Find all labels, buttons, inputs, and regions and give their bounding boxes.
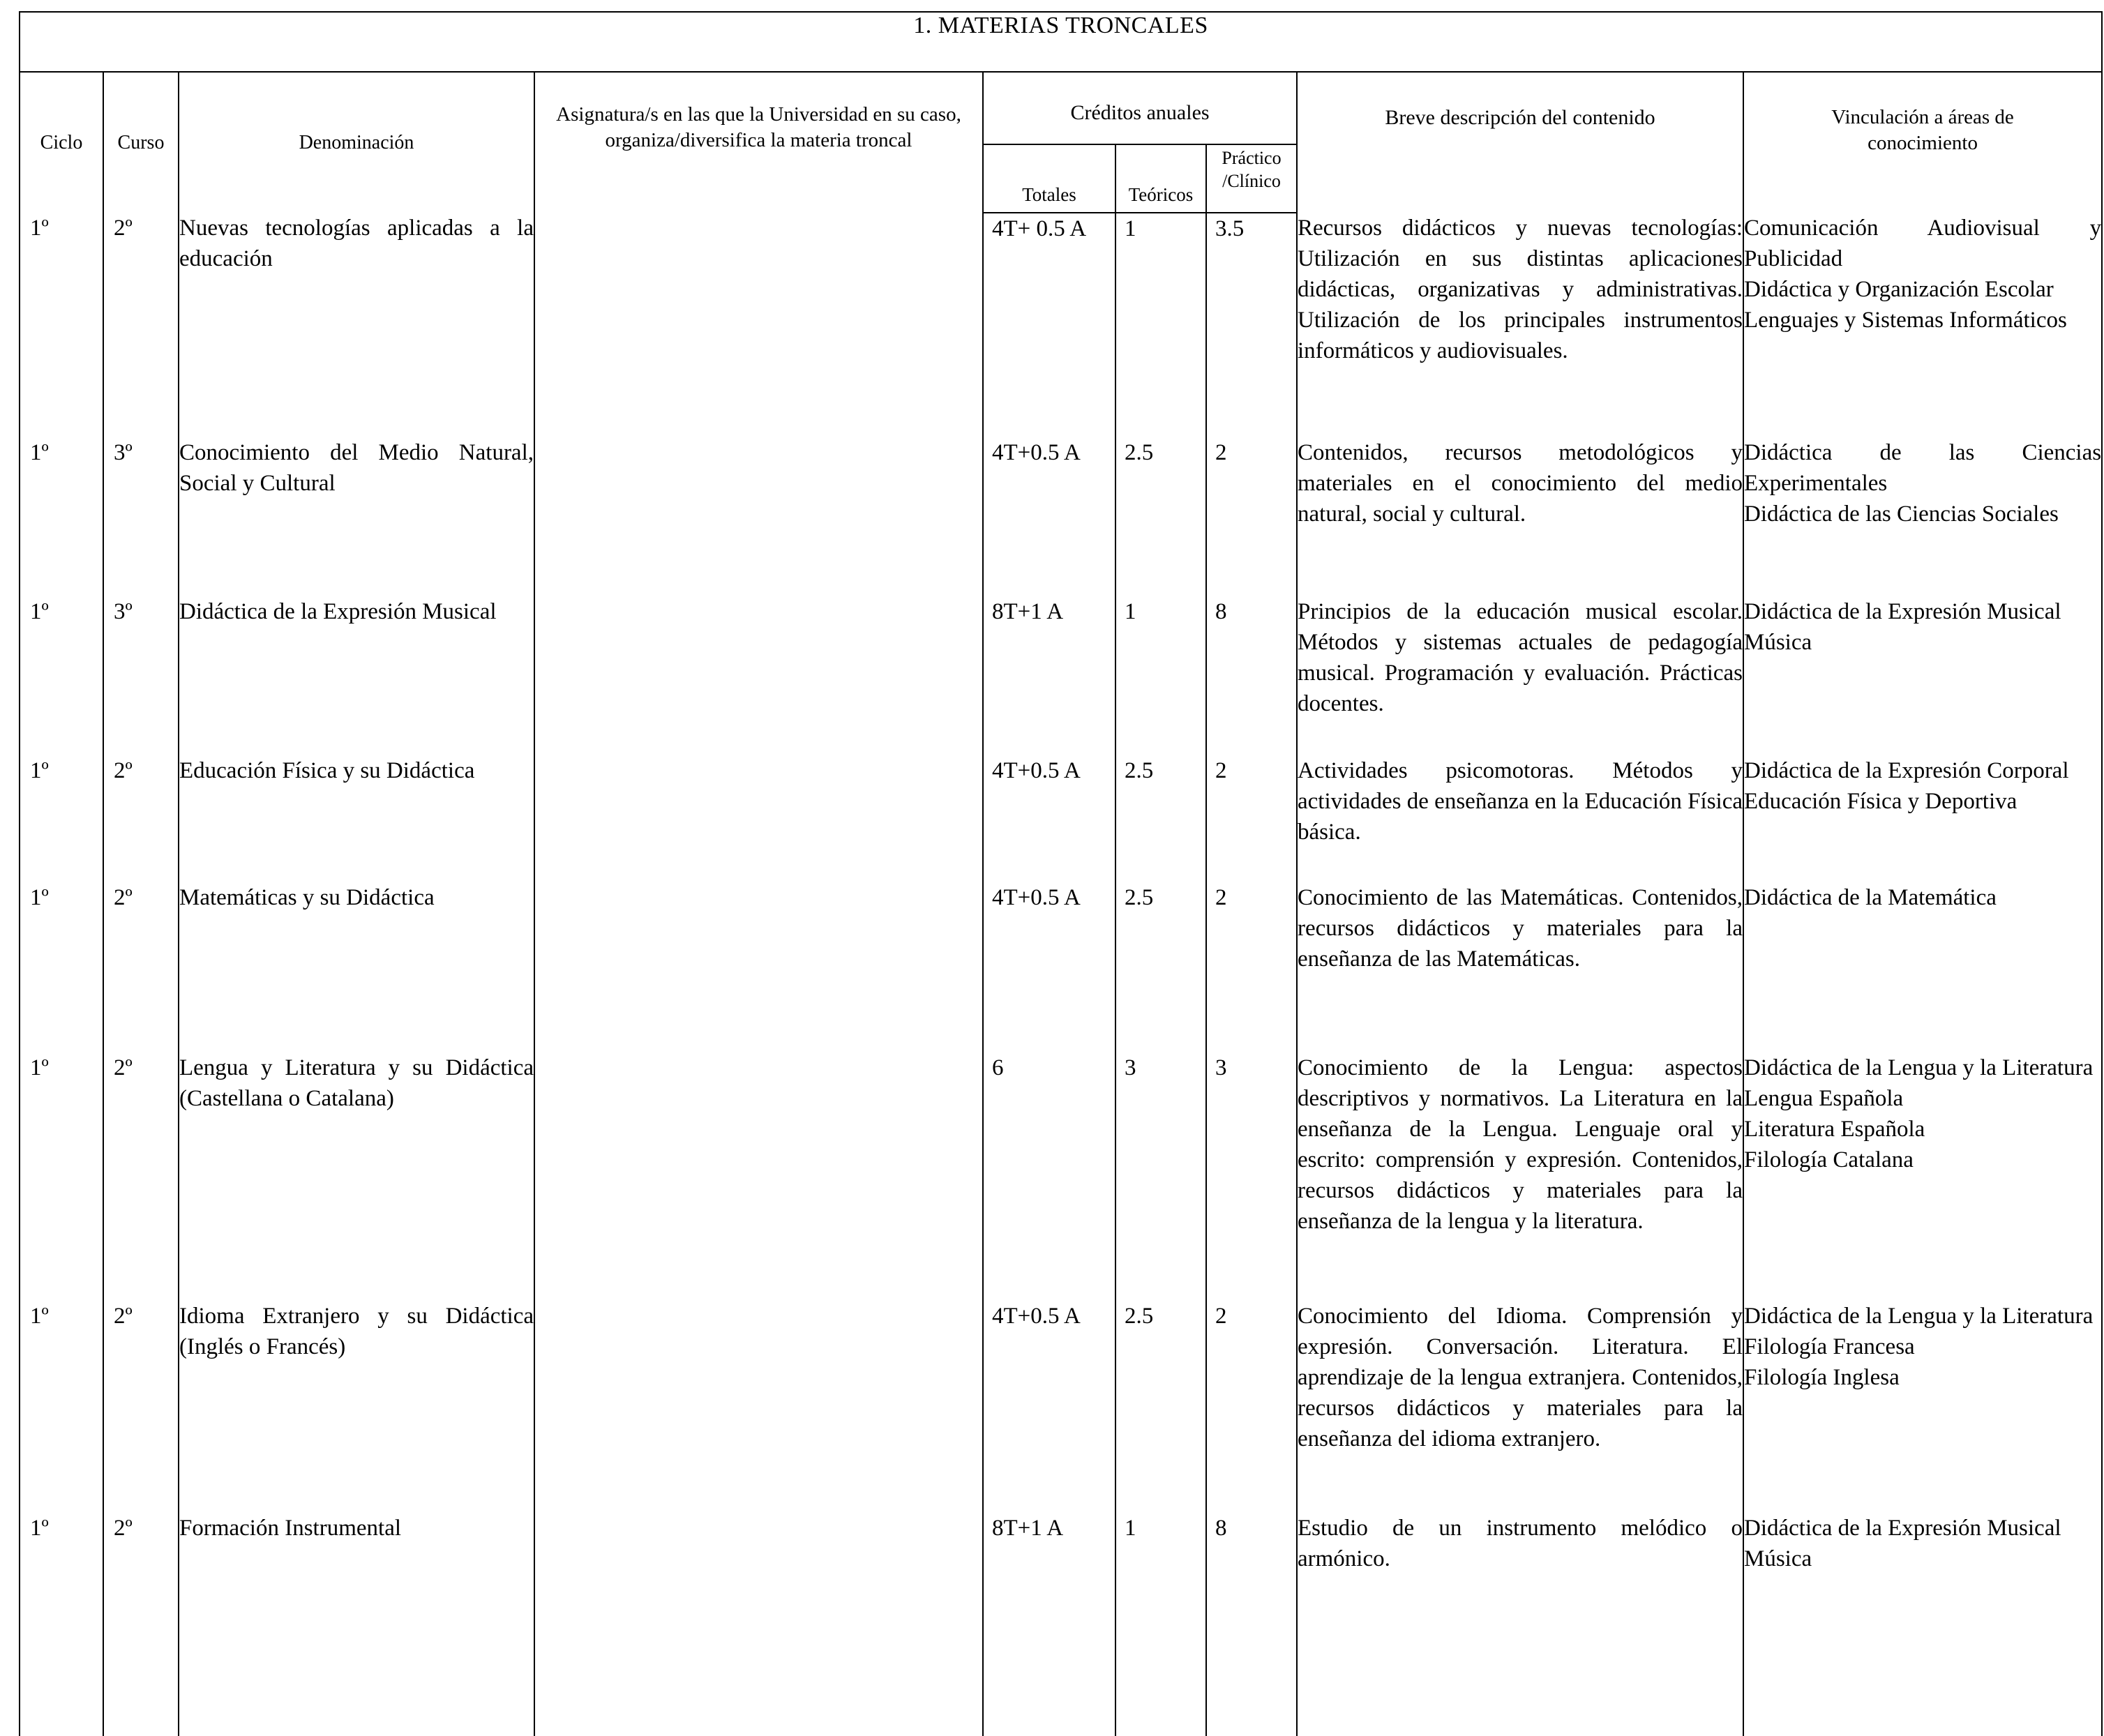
area-item: Didáctica y Organización Escolar bbox=[1744, 277, 2054, 302]
practicos-cell: 8 bbox=[1206, 596, 1297, 755]
vinculacion-cell bbox=[1743, 1513, 2102, 1715]
practicos-cell: 3 bbox=[1206, 1052, 1297, 1301]
practicos-cell: 2 bbox=[1206, 437, 1297, 596]
ciclo-cell: 1º bbox=[20, 437, 103, 596]
vinculacion-cell bbox=[1743, 596, 2102, 755]
teoricos-cell: 2.5 bbox=[1115, 437, 1206, 596]
tail-cell bbox=[103, 1715, 179, 1736]
asignatura-cell bbox=[534, 213, 983, 437]
curso-cell: 2º bbox=[103, 1052, 179, 1301]
header-totales: Totales bbox=[983, 144, 1115, 213]
totales-cell: 6 bbox=[983, 1052, 1115, 1301]
practicos-cell: 8 bbox=[1206, 1513, 1297, 1715]
vinculacion-cell bbox=[1743, 437, 2102, 596]
header-ciclo: Ciclo bbox=[20, 72, 103, 213]
table-title: 1. MATERIAS TRONCALES bbox=[20, 12, 2102, 72]
area-item: Didáctica de la Lengua y la Literatura bbox=[1744, 1055, 2094, 1080]
materias-troncales-document bbox=[19, 11, 2101, 1608]
descripcion-cell: Estudio de un instrumento melódico o armónico. bbox=[1297, 1513, 1743, 1715]
denominacion-cell: Lengua y Literatura y su Didáctica (Castellana o Catalana) bbox=[179, 1052, 534, 1301]
ciclo-cell: 1º bbox=[20, 213, 103, 437]
vinculacion-cell bbox=[1743, 1052, 2102, 1301]
area-item: Lenguajes y Sistemas Informáticos bbox=[1744, 308, 2067, 333]
area-item: Música bbox=[1744, 630, 1812, 655]
denominacion-cell: Formación Instrumental bbox=[179, 1513, 534, 1715]
table-row bbox=[20, 437, 2102, 596]
asignatura-cell bbox=[534, 437, 983, 596]
header-vinculacion: Vinculación a áreas de conocimiento bbox=[1743, 72, 2102, 213]
asignatura-cell bbox=[534, 1052, 983, 1301]
area-item: Didáctica de la Matemática bbox=[1744, 885, 1997, 910]
header-asignaturas: Asignatura/s en las que la Universidad en su caso, organiza/diversifica la materia troncal bbox=[534, 72, 983, 213]
denominacion-cell: Nuevas tecnologías aplicadas a la educación bbox=[179, 213, 534, 437]
area-item: Música bbox=[1744, 1546, 1812, 1571]
practicos-cell: 2 bbox=[1206, 755, 1297, 882]
area-item: Didáctica de las Ciencias Experimentales bbox=[1744, 440, 2102, 496]
area-item: Filología Catalana bbox=[1744, 1147, 1914, 1172]
header-practico-clinico: Práctico /Clínico bbox=[1206, 144, 1297, 213]
tail-cell bbox=[1297, 1715, 1743, 1736]
asignatura-cell bbox=[534, 596, 983, 755]
area-item: Lengua Española bbox=[1744, 1086, 1904, 1111]
descripcion-cell: Conocimiento del Idioma. Comprensión y expresión. Conversación. Literatura. El aprendizaje de la lengua extranjera. Contenidos, recursos didácticos y materiales para la enseñanza del idioma extranjero. bbox=[1297, 1301, 1743, 1513]
tail-cell bbox=[179, 1715, 534, 1736]
materias-troncales-table bbox=[19, 11, 2103, 1736]
header-descripcion: Breve descripción del contenido bbox=[1297, 72, 1743, 213]
vinculacion-cell bbox=[1743, 1301, 2102, 1513]
tail-cell bbox=[1206, 1715, 1297, 1736]
denominacion-cell: Didáctica de la Expresión Musical bbox=[179, 596, 534, 755]
tail-cell bbox=[983, 1715, 1115, 1736]
table-row bbox=[20, 1301, 2102, 1513]
area-item: Didáctica de la Expresión Corporal bbox=[1744, 758, 2069, 783]
descripcion-cell: Conocimiento de las Matemáticas. Contenidos, recursos didácticos y materiales para la enseñanza de las Matemáticas. bbox=[1297, 882, 1743, 1052]
area-item: Didáctica de la Expresión Musical bbox=[1744, 599, 2061, 624]
descripcion-cell: Actividades psicomotoras. Métodos y actividades de enseñanza en la Educación Física básica. bbox=[1297, 755, 1743, 882]
teoricos-cell: 2.5 bbox=[1115, 1301, 1206, 1513]
descripcion-cell: Conocimiento de la Lengua: aspectos descriptivos y normativos. La Literatura en la enseñanza de la Lengua. Lenguaje oral y escrito: comprensión y expresión. Contenidos, recursos didácticos y materiales para la enseñanza de la lengua y la literatura. bbox=[1297, 1052, 1743, 1301]
table-body bbox=[20, 213, 2102, 1715]
practicos-cell: 2 bbox=[1206, 882, 1297, 1052]
asignatura-cell bbox=[534, 755, 983, 882]
curso-cell: 2º bbox=[103, 755, 179, 882]
descripcion-cell: Contenidos, recursos metodológicos y materiales en el conocimiento del medio natural, social y cultural. bbox=[1297, 437, 1743, 596]
teoricos-cell: 3 bbox=[1115, 1052, 1206, 1301]
asignatura-cell bbox=[534, 1513, 983, 1715]
practicos-cell: 3.5 bbox=[1206, 213, 1297, 437]
curso-cell: 2º bbox=[103, 1513, 179, 1715]
denominacion-cell: Educación Física y su Didáctica bbox=[179, 755, 534, 882]
vinculacion-cell bbox=[1743, 882, 2102, 1052]
header-denominacion: Denominación bbox=[179, 72, 534, 213]
curso-cell: 2º bbox=[103, 213, 179, 437]
table-row bbox=[20, 1052, 2102, 1301]
practicos-cell: 2 bbox=[1206, 1301, 1297, 1513]
totales-cell: 4T+0.5 A bbox=[983, 1301, 1115, 1513]
tail-cell bbox=[1115, 1715, 1206, 1736]
area-item: Didáctica de la Lengua y la Literatura bbox=[1744, 1304, 2094, 1329]
table-row bbox=[20, 882, 2102, 1052]
teoricos-cell: 1 bbox=[1115, 213, 1206, 437]
totales-cell: 4T+ 0.5 A bbox=[983, 213, 1115, 437]
area-item: Comunicación Audiovisual y Publicidad bbox=[1744, 216, 2102, 271]
table-row bbox=[20, 1513, 2102, 1715]
teoricos-cell: 2.5 bbox=[1115, 882, 1206, 1052]
area-item: Didáctica de la Expresión Musical bbox=[1744, 1516, 2061, 1541]
totales-cell: 4T+0.5 A bbox=[983, 882, 1115, 1052]
denominacion-cell: Matemáticas y su Didáctica bbox=[179, 882, 534, 1052]
descripcion-cell: Recursos didácticos y nuevas tecnologías: Utilización en sus distintas aplicaciones didácticas, organizativas y administrativas. Utilización de los principales instrumentos informáticos y audiovisuales. bbox=[1297, 213, 1743, 437]
teoricos-cell: 1 bbox=[1115, 1513, 1206, 1715]
area-item: Filología Inglesa bbox=[1744, 1365, 1900, 1390]
ciclo-cell: 1º bbox=[20, 755, 103, 882]
ciclo-cell: 1º bbox=[20, 1052, 103, 1301]
curso-cell: 3º bbox=[103, 596, 179, 755]
curso-cell: 3º bbox=[103, 437, 179, 596]
descripcion-cell: Principios de la educación musical escolar. Métodos y sistemas actuales de pedagogía musical. Programación y evaluación. Prácticas docentes. bbox=[1297, 596, 1743, 755]
asignatura-cell bbox=[534, 1301, 983, 1513]
totales-cell: 4T+0.5 A bbox=[983, 437, 1115, 596]
table-row bbox=[20, 596, 2102, 755]
asignatura-cell bbox=[534, 882, 983, 1052]
header-teoricos: Teóricos bbox=[1115, 144, 1206, 213]
tail-cell bbox=[534, 1715, 983, 1736]
denominacion-cell: Conocimiento del Medio Natural, Social y Cultural bbox=[179, 437, 534, 596]
header-creditos-anuales: Créditos anuales bbox=[983, 72, 1297, 144]
vinculacion-cell bbox=[1743, 213, 2102, 437]
area-item: Didáctica de las Ciencias Sociales bbox=[1744, 501, 2059, 527]
curso-cell: 2º bbox=[103, 1301, 179, 1513]
vinculacion-cell bbox=[1743, 755, 2102, 882]
denominacion-cell: Idioma Extranjero y su Didáctica (Inglés o Francés) bbox=[179, 1301, 534, 1513]
area-item: Literatura Española bbox=[1744, 1117, 1925, 1142]
ciclo-cell: 1º bbox=[20, 882, 103, 1052]
totales-cell: 4T+0.5 A bbox=[983, 755, 1115, 882]
header-curso: Curso bbox=[103, 72, 179, 213]
area-item: Filología Francesa bbox=[1744, 1334, 1915, 1359]
ciclo-cell: 1º bbox=[20, 1513, 103, 1715]
teoricos-cell: 2.5 bbox=[1115, 755, 1206, 882]
totales-cell: 8T+1 A bbox=[983, 1513, 1115, 1715]
ciclo-cell: 1º bbox=[20, 596, 103, 755]
tail-cell bbox=[20, 1715, 103, 1736]
ciclo-cell: 1º bbox=[20, 1301, 103, 1513]
table-row bbox=[20, 213, 2102, 437]
area-item: Educación Física y Deportiva bbox=[1744, 789, 2017, 814]
totales-cell: 8T+1 A bbox=[983, 596, 1115, 755]
curso-cell: 2º bbox=[103, 882, 179, 1052]
tail-cell bbox=[1743, 1715, 2102, 1736]
teoricos-cell: 1 bbox=[1115, 596, 1206, 755]
table-row bbox=[20, 755, 2102, 882]
